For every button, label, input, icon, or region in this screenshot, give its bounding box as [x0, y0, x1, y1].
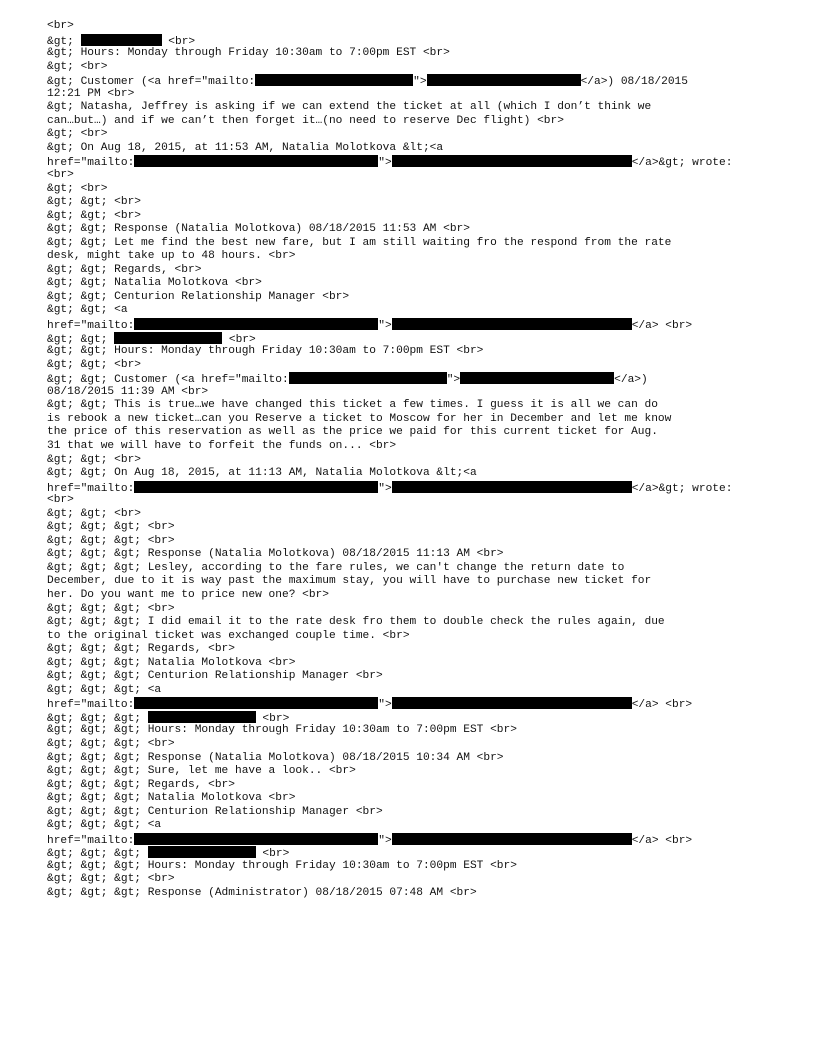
line-text: &gt; &gt; &gt; Response (Natalia Molotkova) 08/18/2015 11:13 AM <br> — [47, 548, 504, 561]
text-line — [47, 169, 777, 183]
text-line — [47, 711, 777, 725]
text-line — [47, 183, 777, 197]
line-text: href="mailto: — [47, 699, 135, 712]
line-text: &gt; <br> — [47, 128, 108, 141]
line-text: </a>&gt; wrote: — [631, 157, 733, 170]
text-line — [47, 697, 777, 711]
line-text: <br> — [47, 494, 74, 507]
text-line — [47, 657, 777, 671]
line-text: &gt; &gt; Response (Natalia Molotkova) 08/18/2015 11:53 AM <br> — [47, 223, 470, 236]
line-text: &gt; &gt; <a — [47, 304, 128, 317]
line-text: is rebook a new ticket…can you Reserve a ticket to Moscow for her in December and let me know — [47, 412, 672, 425]
line-text: <br> — [47, 169, 74, 182]
text-line — [47, 481, 777, 495]
redaction-box — [427, 74, 581, 86]
text-line — [47, 332, 777, 346]
text-line — [47, 494, 777, 508]
redaction-box — [289, 372, 447, 384]
text-line — [47, 846, 777, 860]
line-text: &gt; &gt; &gt; Sure, let me have a look.. <br> — [47, 765, 356, 778]
redaction-box — [81, 34, 162, 46]
redaction-box — [392, 481, 632, 493]
text-line — [47, 196, 777, 210]
line-text: </a> <br> — [631, 699, 693, 712]
line-text: can…but…) and if we can’t then forget it…(no need to reserve Dec flight) <br> — [47, 114, 564, 127]
line-text: the price of this reservation as well as the price we paid for this current ticket for Aug. — [47, 426, 658, 439]
line-text: &gt; <br> — [47, 182, 108, 195]
line-text: </a> <br> — [631, 834, 693, 847]
redaction-box — [134, 481, 378, 493]
line-text: "> — [378, 320, 392, 333]
line-text: &gt; &gt; &gt; Response (Natalia Molotkova) 08/18/2015 10:34 AM <br> — [47, 751, 504, 764]
redaction-box — [134, 833, 378, 845]
redaction-box — [148, 711, 256, 723]
line-text: &gt; — [47, 35, 81, 48]
line-text: &gt; &gt; &gt; Hours: Monday through Friday 10:30am to 7:00pm EST <br> — [47, 724, 517, 737]
line-text: "> — [378, 157, 392, 170]
line-text: &gt; &gt; <br> — [47, 209, 141, 222]
line-text: &gt; Natasha, Jeffrey is asking if we can extend the ticket at all (which I don’t think we — [47, 101, 652, 114]
text-line — [47, 345, 777, 359]
text-line — [47, 291, 777, 305]
text-line — [47, 413, 777, 427]
text-line — [47, 372, 777, 386]
line-text: &gt; &gt; This is true…we have changed this ticket a few times. I guess it is all we can do — [47, 399, 658, 412]
line-text: "> — [378, 834, 392, 847]
text-line — [47, 535, 777, 549]
text-line — [47, 792, 777, 806]
text-line — [47, 264, 777, 278]
text-line — [47, 833, 777, 847]
text-line — [47, 873, 777, 887]
line-text: &gt; &gt; <br> — [47, 507, 141, 520]
text-line — [47, 88, 777, 102]
redaction-box — [114, 332, 222, 344]
text-line — [47, 684, 777, 698]
redaction-box — [134, 697, 378, 709]
text-line — [47, 250, 777, 264]
line-text: &gt; Hours: Monday through Friday 10:30am to 7:00pm EST <br> — [47, 47, 450, 60]
text-line — [47, 237, 777, 251]
line-text: &gt; <br> — [47, 60, 108, 73]
line-text: <br> — [255, 712, 290, 725]
line-text: </a> <br> — [631, 320, 693, 333]
redaction-box — [392, 833, 632, 845]
text-line — [47, 426, 777, 440]
line-text: &gt; &gt; &gt; — [47, 712, 148, 725]
line-text: &gt; &gt; &gt; <a — [47, 683, 162, 696]
text-line — [47, 454, 777, 468]
text-line — [47, 467, 777, 481]
line-text: <br> — [47, 20, 74, 32]
line-text: &gt; &gt; Natalia Molotkova <br> — [47, 277, 262, 290]
line-text: desk, might take up to 48 hours. <br> — [47, 250, 296, 263]
redaction-box — [134, 318, 378, 330]
line-text: "> — [446, 374, 461, 387]
text-line — [47, 47, 777, 61]
text-line — [47, 630, 777, 644]
line-text: &gt; &gt; <br> — [47, 358, 141, 371]
text-line — [47, 155, 777, 169]
line-text: &gt; &gt; &gt; <br> — [47, 737, 175, 750]
redaction-box — [392, 155, 632, 167]
text-line — [47, 548, 777, 562]
line-text: &gt; &gt; <br> — [47, 453, 141, 466]
line-text: 08/18/2015 11:39 AM <br> — [47, 385, 209, 398]
text-line — [47, 115, 777, 129]
text-line — [47, 128, 777, 142]
text-line — [47, 508, 777, 522]
line-text: &gt; &gt; &gt; <a — [47, 819, 162, 832]
line-text: &gt; &gt; Let me find the best new fare, but I am still waiting fro the respond from the rate — [47, 236, 672, 249]
text-line — [47, 359, 777, 373]
text-line — [47, 521, 777, 535]
text-line — [47, 386, 777, 400]
text-line — [47, 806, 777, 820]
line-text: &gt; &gt; &gt; Regards, <br> — [47, 643, 235, 656]
line-text: "> — [378, 482, 392, 495]
line-text: &gt; &gt; Customer (<a href="mailto: — [47, 374, 289, 387]
text-line — [47, 399, 777, 413]
text-line — [47, 738, 777, 752]
line-text: &gt; &gt; — [47, 333, 115, 346]
text-line — [47, 616, 777, 630]
text-line — [47, 643, 777, 657]
line-text: </a>&gt; wrote: — [631, 482, 733, 495]
text-line — [47, 277, 777, 291]
text-line — [47, 724, 777, 738]
redaction-box — [134, 155, 378, 167]
line-text: &gt; &gt; &gt; Centurion Relationship Manager <br> — [47, 670, 383, 683]
text-line — [47, 223, 777, 237]
line-text: &gt; &gt; &gt; I did email it to the rate desk fro them to double check the rules again, due — [47, 616, 665, 629]
line-text: &gt; &gt; &gt; — [47, 848, 148, 861]
redaction-box — [148, 846, 256, 858]
line-text: 12:21 PM <br> — [47, 87, 135, 100]
line-text: &gt; &gt; &gt; Hours: Monday through Friday 10:30am to 7:00pm EST <br> — [47, 859, 517, 872]
text-line — [47, 765, 777, 779]
text-line — [47, 575, 777, 589]
text-line — [47, 562, 777, 576]
line-text: <br> — [161, 35, 196, 48]
text-line — [47, 142, 777, 156]
line-text: &gt; &gt; Hours: Monday through Friday 10:30am to 7:00pm EST <br> — [47, 345, 484, 358]
text-line — [47, 589, 777, 603]
line-text: &gt; &gt; &gt; Lesley, according to the fare rules, we can't change the return date to — [47, 561, 625, 574]
redaction-box — [255, 74, 413, 86]
line-text: <br> — [255, 848, 290, 861]
text-line — [47, 752, 777, 766]
text-line — [47, 74, 777, 88]
line-text: href="mailto: — [47, 482, 135, 495]
text-line — [47, 61, 777, 75]
line-text: "> — [378, 699, 392, 712]
text-line — [47, 670, 777, 684]
line-text: &gt; &gt; &gt; <br> — [47, 521, 175, 534]
line-text: href="mailto: — [47, 320, 135, 333]
line-text: </a>) — [614, 374, 648, 387]
line-text: href="mailto: — [47, 834, 135, 847]
text-line — [47, 318, 777, 332]
redaction-box — [460, 372, 614, 384]
line-text: to the original ticket was exchanged couple time. <br> — [47, 629, 410, 642]
text-line — [47, 210, 777, 224]
line-text: her. Do you want me to price new one? <br> — [47, 588, 329, 601]
line-text: &gt; &gt; &gt; <br> — [47, 873, 175, 886]
line-text: &gt; Customer (<a href="mailto: — [47, 76, 256, 89]
line-text: &gt; &gt; Centurion Relationship Manager <br> — [47, 290, 350, 303]
line-text: &gt; &gt; &gt; <br> — [47, 602, 175, 615]
line-text: &gt; &gt; Regards, <br> — [47, 263, 202, 276]
text-line — [47, 603, 777, 617]
line-text: <br> — [222, 333, 256, 346]
text-line — [47, 819, 777, 833]
line-text: "> — [413, 76, 427, 89]
text-line — [47, 20, 777, 34]
document-body — [47, 20, 777, 901]
text-line — [47, 860, 777, 874]
text-line — [47, 101, 777, 115]
line-text: &gt; &gt; &gt; Response (Administrator) 08/18/2015 07:48 AM <br> — [47, 887, 477, 899]
line-text: December, due to it is way past the maximum stay, you will have to purchase new ticket for — [47, 575, 652, 588]
line-text: &gt; &gt; &gt; Regards, <br> — [47, 778, 235, 791]
line-text: &gt; &gt; On Aug 18, 2015, at 11:13 AM, Natalia Molotkova &lt;<a — [47, 467, 477, 480]
line-text: 31 that we will have to forfeit the funds on... <br> — [47, 439, 397, 452]
line-text: &gt; &gt; <br> — [47, 196, 141, 209]
text-line — [47, 440, 777, 454]
text-line — [47, 779, 777, 793]
line-text: &gt; &gt; &gt; Natalia Molotkova <br> — [47, 792, 296, 805]
text-line — [47, 887, 777, 901]
line-text: &gt; &gt; &gt; <br> — [47, 534, 175, 547]
text-line — [47, 34, 777, 48]
line-text: href="mailto: — [47, 157, 135, 170]
line-text: &gt; &gt; &gt; Centurion Relationship Manager <br> — [47, 805, 383, 818]
text-line — [47, 304, 777, 318]
line-text: </a>) 08/18/2015 — [580, 76, 688, 89]
line-text: &gt; On Aug 18, 2015, at 11:53 AM, Natalia Molotkova &lt;<a — [47, 141, 444, 154]
line-text: &gt; &gt; &gt; Natalia Molotkova <br> — [47, 656, 296, 669]
redaction-box — [392, 697, 632, 709]
redaction-box — [392, 318, 632, 330]
